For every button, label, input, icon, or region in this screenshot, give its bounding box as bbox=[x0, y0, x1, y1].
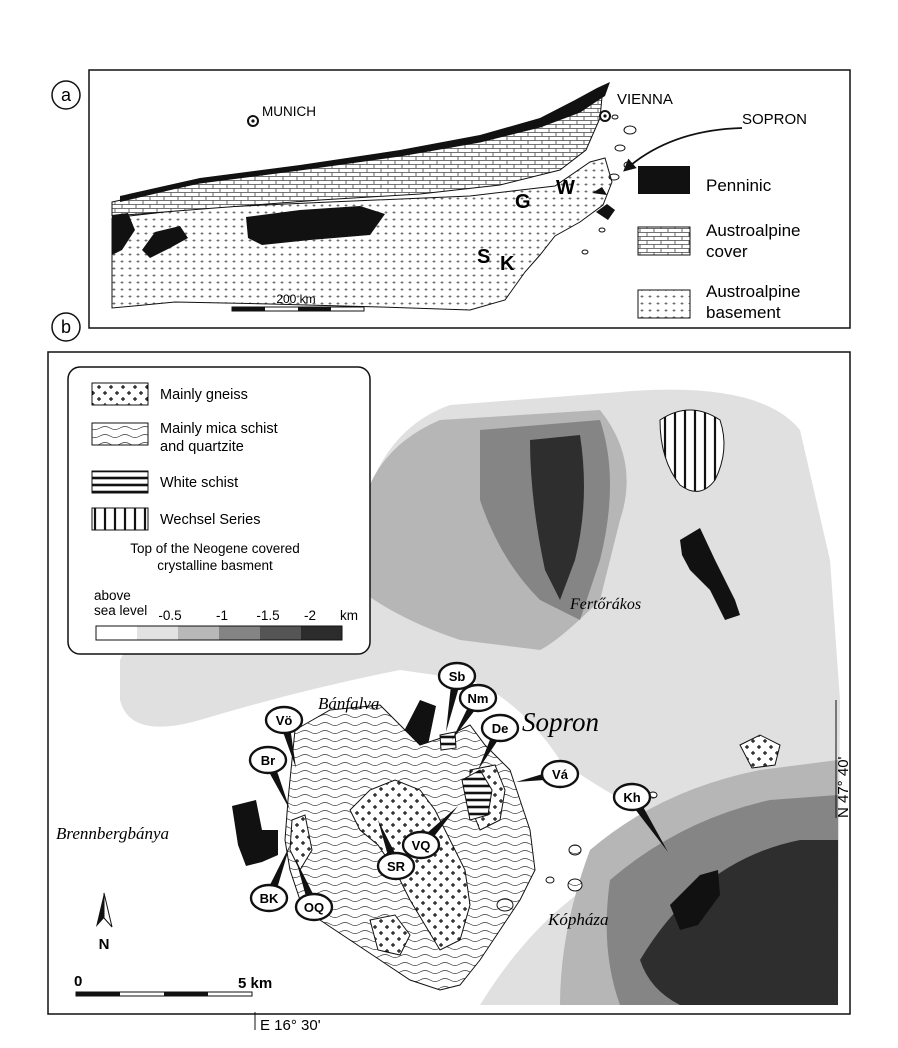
depth-bar-segment bbox=[301, 626, 343, 640]
locality-label-3: De bbox=[491, 721, 509, 736]
locality-label-2: Nm bbox=[467, 691, 489, 706]
panel-b-scale-bar bbox=[76, 992, 252, 996]
town-banfalva: Bánfalva bbox=[318, 694, 380, 713]
vienna-label: VIENNA bbox=[617, 91, 673, 108]
depth-tick-label: -1.5 bbox=[256, 608, 280, 623]
locality-label-1: Sb bbox=[448, 669, 466, 684]
legend-swatch-white-schist bbox=[92, 471, 148, 493]
locality-label-10: OQ bbox=[303, 900, 325, 915]
town-brennbergbanya: Brennbergbánya bbox=[56, 824, 169, 843]
legend-swatch-austroalpine-cover bbox=[638, 227, 690, 255]
legend-swatch-wechsel bbox=[92, 508, 148, 530]
town-fertorakos: Fertőrákos bbox=[570, 596, 642, 613]
legend-label-wechsel: Wechsel Series bbox=[160, 512, 261, 528]
legend-swatch-penninic bbox=[638, 166, 690, 194]
legend-swatch-austroalpine-basement bbox=[638, 290, 690, 318]
panel-a-scale-bar bbox=[232, 307, 364, 311]
depth-bar-segment bbox=[137, 626, 179, 640]
town-kophaza: Kópháza bbox=[548, 910, 609, 929]
vienna-marker-dot bbox=[603, 114, 606, 117]
depth-bar-segment bbox=[178, 626, 220, 640]
depth-tick-label: -1 bbox=[215, 608, 229, 623]
depth-bar-segment bbox=[260, 626, 302, 640]
unit-letter-s: S bbox=[477, 246, 491, 268]
panel-b-letter: b bbox=[60, 317, 72, 337]
legend-label-mica-schist: Mainly mica schist and quartzite bbox=[160, 421, 278, 455]
legend-label-gneiss: Mainly gneiss bbox=[160, 387, 248, 403]
legend-label-austroalpine-cover: Austroalpine cover bbox=[706, 221, 801, 261]
legend-label-austroalpine-basement: Austroalpine basement bbox=[706, 282, 801, 322]
depth-tick-label: -0.5 bbox=[158, 608, 182, 623]
sopron-label: SOPRON bbox=[742, 111, 808, 128]
unit-letter-g: G bbox=[515, 191, 531, 213]
white-schist-nm bbox=[440, 732, 456, 750]
longitude-label: E 16° 30' bbox=[260, 1017, 321, 1034]
locality-label-8: Kh bbox=[623, 790, 641, 805]
legend-swatch-mica-schist bbox=[92, 423, 148, 445]
munich-label: MUNICH bbox=[262, 104, 316, 119]
locality-label-4: Vá bbox=[552, 767, 568, 782]
north-label: N bbox=[98, 936, 110, 953]
latitude-label: N 47° 40' bbox=[835, 756, 852, 818]
legend-swatch-gneiss bbox=[92, 383, 148, 405]
depth-color-bar bbox=[96, 626, 343, 640]
depth-tick-label: -2 bbox=[303, 608, 317, 623]
unit-letter-w: W bbox=[556, 177, 575, 199]
panel-a-scale-label: 200 km bbox=[276, 292, 316, 306]
town-sopron: Sopron bbox=[522, 707, 600, 737]
depth-scale-above-label: above sea level bbox=[94, 588, 148, 618]
legend-label-penninic: Penninic bbox=[706, 176, 772, 195]
panel-a-letter: a bbox=[60, 85, 72, 105]
unit-letter-k: K bbox=[500, 253, 515, 275]
locality-label-9: BK bbox=[259, 891, 279, 906]
depth-bar-segment bbox=[219, 626, 261, 640]
munich-marker-dot bbox=[251, 119, 254, 122]
locality-label-7: SR bbox=[386, 859, 406, 874]
locality-label-0: Vö bbox=[275, 713, 293, 728]
panel-a bbox=[52, 70, 850, 328]
depth-unit-label: km bbox=[340, 608, 358, 623]
panel-b bbox=[48, 313, 852, 1034]
scale-end: 5 km bbox=[238, 975, 273, 992]
locality-label-5: Br bbox=[260, 753, 276, 768]
depth-scale-title: Top of the Neogene covered crystalline basment bbox=[130, 541, 300, 573]
depth-bar-segment bbox=[96, 626, 138, 640]
locality-label-6: VQ bbox=[411, 838, 431, 853]
legend-label-white-schist: White schist bbox=[160, 475, 239, 491]
scale-zero: 0 bbox=[74, 973, 83, 990]
